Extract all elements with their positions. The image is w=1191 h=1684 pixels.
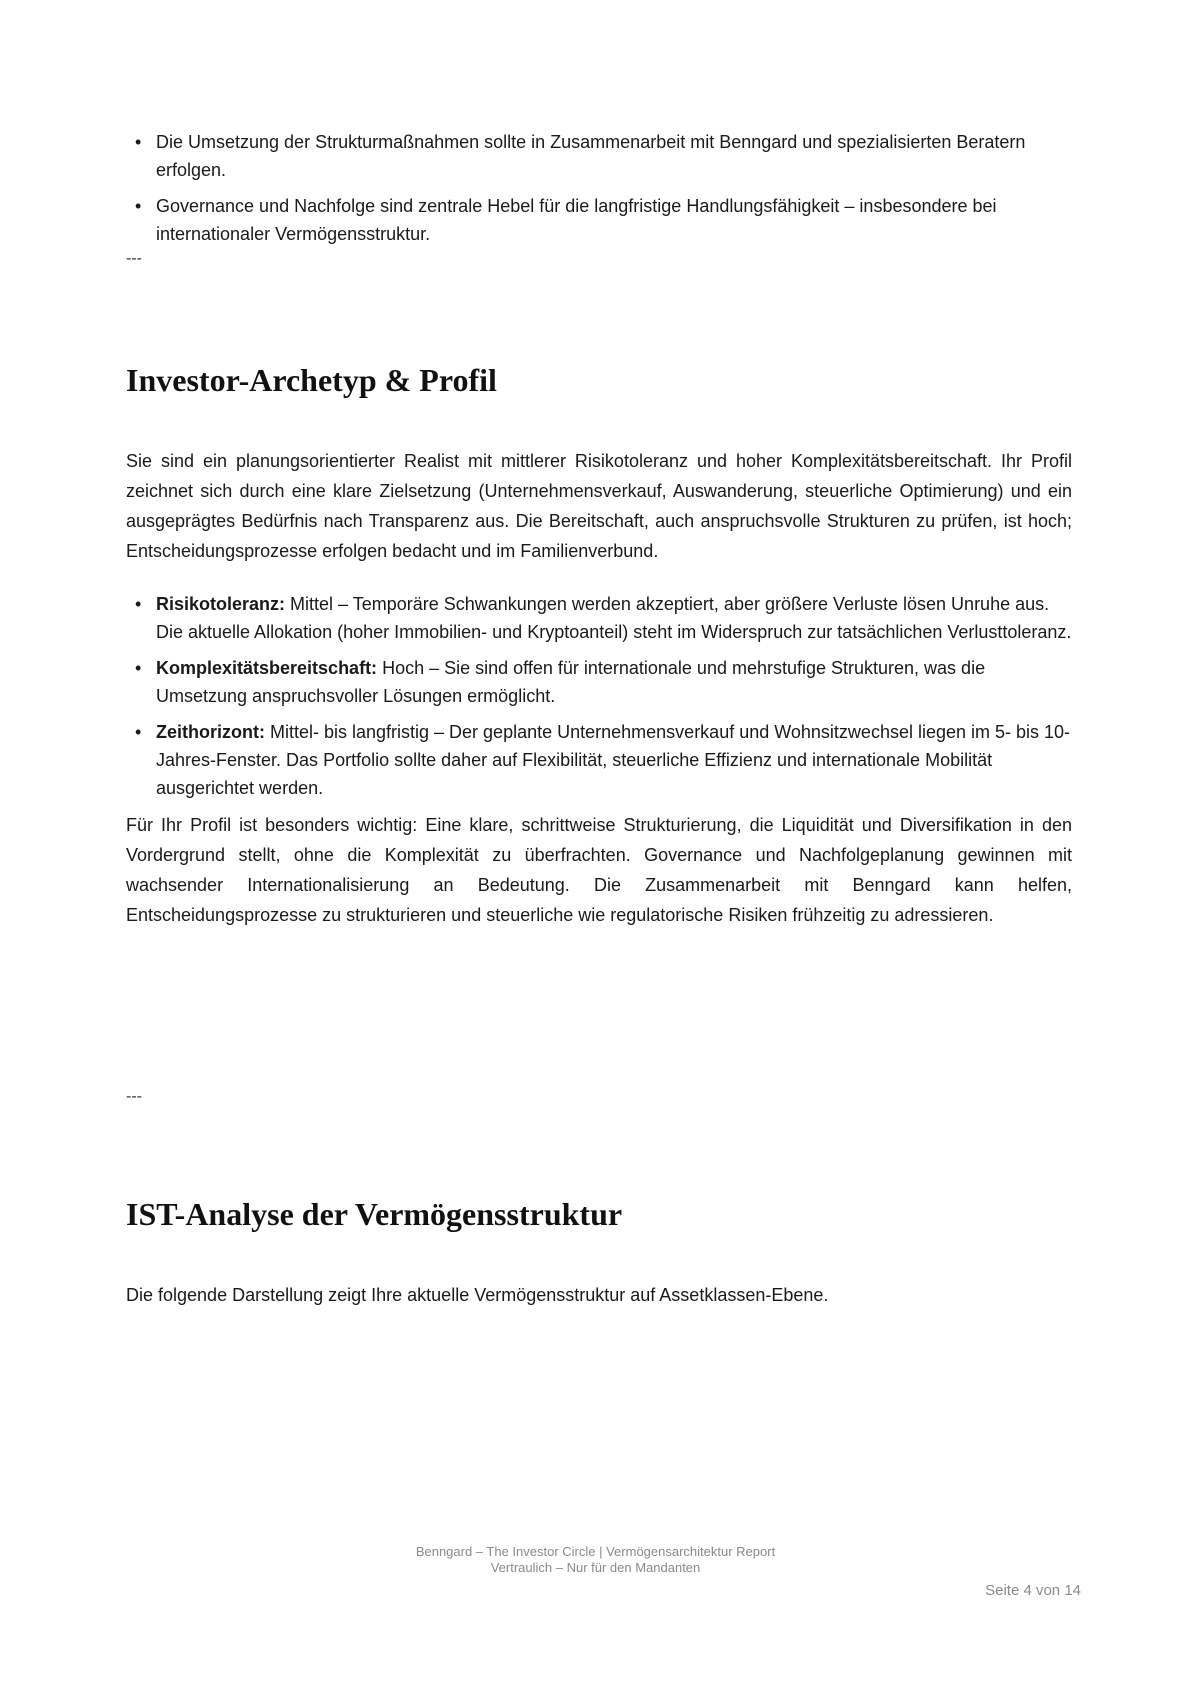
profile-intro-paragraph: Sie sind ein planungsorientierter Realist mit mittlerer Risikotoleranz und hoher Komplexitätsbereitschaft. Ihr Profil zeichnet sich durch eine klare Zielsetzung (Unternehmensverkauf, Auswanderung, steuerliche Optimierung) und ein ausgeprägtes Bedürfnis nach Transparenz aus. Die Bereitschaft, auch anspruchsvolle Strukturen zu prüfen, ist hoch; Entscheidungsprozesse erfolgen bedacht und im Familienverbund. — [126, 451, 1072, 561]
section-heading-profile: Investor-Archetyp & Profil — [126, 362, 497, 398]
bullet-text: Hoch – Sie sind offen für internationale und mehrstufige Strukturen, was die Umsetzung anspruchsvoller Lösungen ermöglicht. — [156, 658, 986, 706]
bullet-icon: • — [135, 722, 142, 742]
footer-line-confidential: Vertraulich – Nur für den Mandanten — [490, 1560, 701, 1575]
list-item — [126, 590, 1072, 646]
top-bullet-list — [126, 128, 1072, 248]
ist-intro-paragraph: Die folgende Darstellung zeigt Ihre aktuelle Vermögensstruktur auf Assetklassen-Ebene. — [126, 1285, 829, 1305]
separator: --- — [126, 250, 142, 267]
bullet-text: Mittel- bis langfristig – Der geplante Unternehmensverkauf und Wohnsitzwechsel liegen im 5- bis 10-Jahres-Fenster. Das Portfolio sollte daher auf Flexibilität, steuerliche Effizienz und internationale Mobilität ausgerichtet werden. — [156, 722, 1071, 798]
profile-body — [126, 446, 1072, 930]
list-item — [126, 192, 1072, 248]
bullet-text: Governance und Nachfolge sind zentrale Hebel für die langfristige Handlungsfähigkeit – insbesondere bei internationaler Vermögensstruktur. — [156, 196, 997, 244]
ist-body — [126, 1280, 1072, 1310]
bullet-text: Die Umsetzung der Strukturmaßnahmen sollte in Zusammenarbeit mit Benngard und spezialisierten Beratern erfolgen. — [156, 132, 1026, 180]
section-heading-ist: IST-Analyse der Vermögensstruktur — [126, 1196, 623, 1232]
footer-line-report: Benngard – The Investor Circle | Vermögensarchitektur Report — [415, 1544, 776, 1559]
bullet-icon: • — [135, 132, 142, 152]
page-number: Seite 4 von 14 — [985, 1582, 1081, 1599]
profile-closing-paragraph: Für Ihr Profil ist besonders wichtig: Eine klare, schrittweise Strukturierung, die Liquidität und Diversifikation in den Vordergrund stellt, ohne die Komplexität zu überfrachten. Governance und Nachfolgeplanung gewinnen mit wachsender Internationalisierung an Bedeutung. Die Zusammenarbeit mit Benngard kann helfen, Entscheidungsprozesse zu strukturieren und steuerliche wie regulatorische Risiken frühzeitig zu adressieren. — [126, 815, 1072, 925]
top-bullet-list-container — [126, 128, 1072, 256]
bullet-label: Risikotoleranz: — [156, 594, 286, 614]
page-footer — [0, 1544, 1191, 1576]
bullet-text: Mittel – Temporäre Schwankungen werden akzeptiert, aber größere Verluste lösen Unruhe aus. Die aktuelle Allokation (hoher Immobilien- und Kryptoanteil) steht im Widerspruch zur tatsächlichen Verlusttoleranz. — [156, 594, 1072, 642]
list-item — [126, 718, 1072, 802]
separator: --- — [126, 1088, 142, 1105]
bullet-icon: • — [135, 196, 142, 216]
list-item — [126, 128, 1072, 184]
list-item — [126, 654, 1072, 710]
bullet-label: Zeithorizont: — [156, 722, 265, 742]
profile-bullet-list — [126, 590, 1072, 802]
bullet-label: Komplexitätsbereitschaft: — [156, 658, 378, 678]
bullet-icon: • — [135, 594, 142, 614]
bullet-icon: • — [135, 658, 142, 678]
